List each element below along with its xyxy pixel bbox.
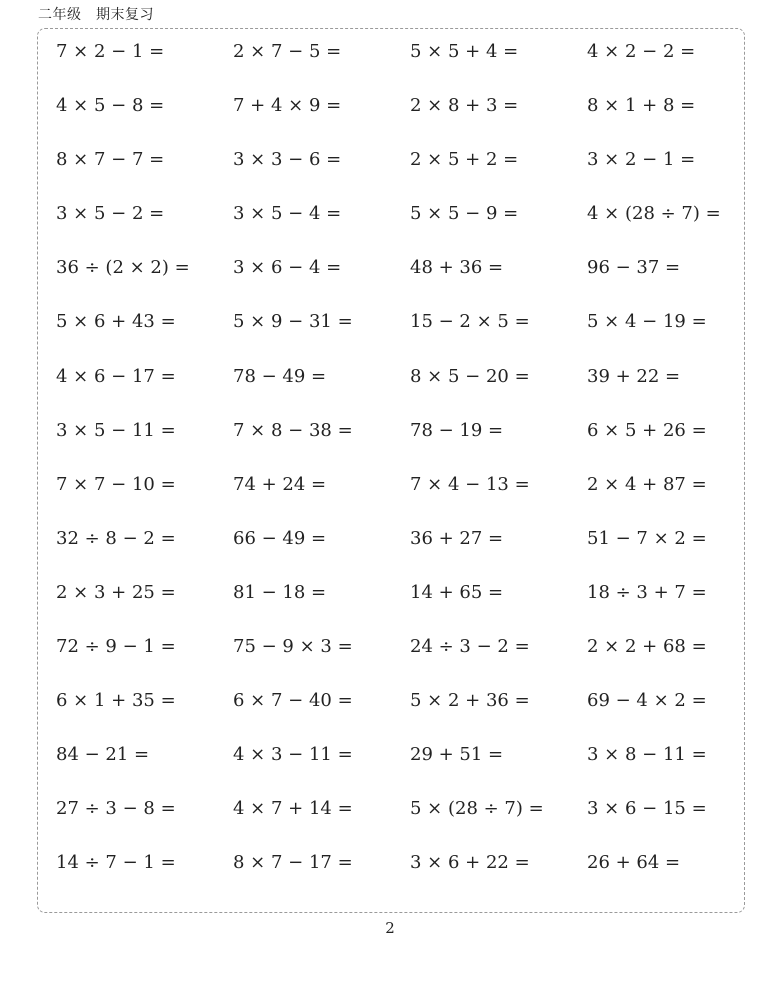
arithmetic-problem: 3 × 5 − 2 =	[56, 203, 165, 225]
arithmetic-problem: 6 × 1 + 35 =	[56, 690, 176, 712]
arithmetic-problem: 78 − 49 =	[233, 365, 327, 387]
arithmetic-problem: 14 ÷ 7 − 1 =	[56, 852, 176, 874]
arithmetic-problem: 26 + 64 =	[587, 852, 681, 874]
arithmetic-problem: 29 + 51 =	[410, 744, 504, 766]
arithmetic-problem: 2 × 8 + 3 =	[410, 95, 519, 117]
arithmetic-problem: 27 ÷ 3 − 8 =	[56, 798, 176, 820]
arithmetic-problem: 7 + 4 × 9 =	[233, 95, 342, 117]
arithmetic-problem: 24 ÷ 3 − 2 =	[410, 636, 530, 658]
arithmetic-problem: 5 × 5 − 9 =	[410, 203, 519, 225]
arithmetic-problem: 7 × 7 − 10 =	[56, 473, 176, 495]
arithmetic-problem: 4 × (28 ÷ 7) =	[587, 203, 721, 225]
page-number: 2	[385, 919, 395, 937]
arithmetic-problem: 5 × 9 − 31 =	[233, 311, 353, 333]
arithmetic-problem: 7 × 8 − 38 =	[233, 419, 353, 441]
arithmetic-problem: 4 × 5 − 8 =	[56, 95, 165, 117]
arithmetic-problem: 5 × 2 + 36 =	[410, 690, 530, 712]
arithmetic-problem: 3 × 3 − 6 =	[233, 149, 342, 171]
worksheet-header: 二年级 期末复习	[38, 7, 154, 23]
arithmetic-problem: 18 ÷ 3 + 7 =	[587, 581, 707, 603]
arithmetic-problem: 3 × 2 − 1 =	[587, 149, 696, 171]
arithmetic-problem: 3 × 6 + 22 =	[410, 852, 530, 874]
arithmetic-problem: 2 × 7 − 5 =	[233, 41, 342, 62]
arithmetic-problem: 36 + 27 =	[410, 527, 504, 549]
arithmetic-problem: 3 × 6 − 15 =	[587, 798, 707, 820]
problem-grid	[56, 40, 756, 906]
arithmetic-problem: 14 + 65 =	[410, 581, 504, 603]
arithmetic-problem: 2 × 2 + 68 =	[587, 636, 707, 658]
arithmetic-problem: 2 × 5 + 2 =	[410, 149, 519, 171]
arithmetic-problem: 3 × 6 − 4 =	[233, 257, 342, 279]
arithmetic-problem: 51 − 7 × 2 =	[587, 527, 707, 549]
arithmetic-problem: 5 × (28 ÷ 7) =	[410, 798, 544, 820]
arithmetic-problem: 39 + 22 =	[587, 365, 681, 387]
arithmetic-problem: 5 × 5 + 4 =	[410, 41, 519, 62]
arithmetic-problem: 81 − 18 =	[233, 581, 327, 603]
arithmetic-problem: 84 − 21 =	[56, 744, 150, 766]
arithmetic-problem: 8 × 5 − 20 =	[410, 365, 530, 387]
arithmetic-problem: 3 × 5 − 4 =	[233, 203, 342, 225]
arithmetic-problem: 8 × 1 + 8 =	[587, 95, 696, 117]
arithmetic-problem: 3 × 5 − 11 =	[56, 419, 176, 441]
arithmetic-problem: 4 × 2 − 2 =	[587, 41, 696, 62]
arithmetic-problem: 66 − 49 =	[233, 527, 327, 549]
arithmetic-problem: 4 × 6 − 17 =	[56, 365, 176, 387]
arithmetic-problem: 69 − 4 × 2 =	[587, 690, 707, 712]
arithmetic-problem: 8 × 7 − 7 =	[56, 149, 165, 171]
arithmetic-problem: 6 × 5 + 26 =	[587, 419, 707, 441]
arithmetic-problem: 7 × 4 − 13 =	[410, 473, 530, 495]
arithmetic-problem: 3 × 8 − 11 =	[587, 744, 707, 766]
arithmetic-problem: 74 + 24 =	[233, 473, 327, 495]
arithmetic-problem: 2 × 3 + 25 =	[56, 581, 176, 603]
arithmetic-problem: 96 − 37 =	[587, 257, 681, 279]
arithmetic-problem: 32 ÷ 8 − 2 =	[56, 527, 176, 549]
arithmetic-problem: 78 − 19 =	[410, 419, 504, 441]
arithmetic-problem: 2 × 4 + 87 =	[587, 473, 707, 495]
arithmetic-problem: 15 − 2 × 5 =	[410, 311, 530, 333]
arithmetic-problem: 72 ÷ 9 − 1 =	[56, 636, 176, 658]
arithmetic-problem: 4 × 3 − 11 =	[233, 744, 353, 766]
arithmetic-problem: 7 × 2 − 1 =	[56, 41, 165, 62]
arithmetic-problem: 48 + 36 =	[410, 257, 504, 279]
arithmetic-problem: 5 × 4 − 19 =	[587, 311, 707, 333]
arithmetic-problem: 8 × 7 − 17 =	[233, 852, 353, 874]
arithmetic-problem: 4 × 7 + 14 =	[233, 798, 353, 820]
arithmetic-problem: 75 − 9 × 3 =	[233, 636, 353, 658]
arithmetic-problem: 36 ÷ (2 × 2) =	[56, 257, 190, 279]
arithmetic-problem: 6 × 7 − 40 =	[233, 690, 353, 712]
arithmetic-problem: 5 × 6 + 43 =	[56, 311, 176, 333]
